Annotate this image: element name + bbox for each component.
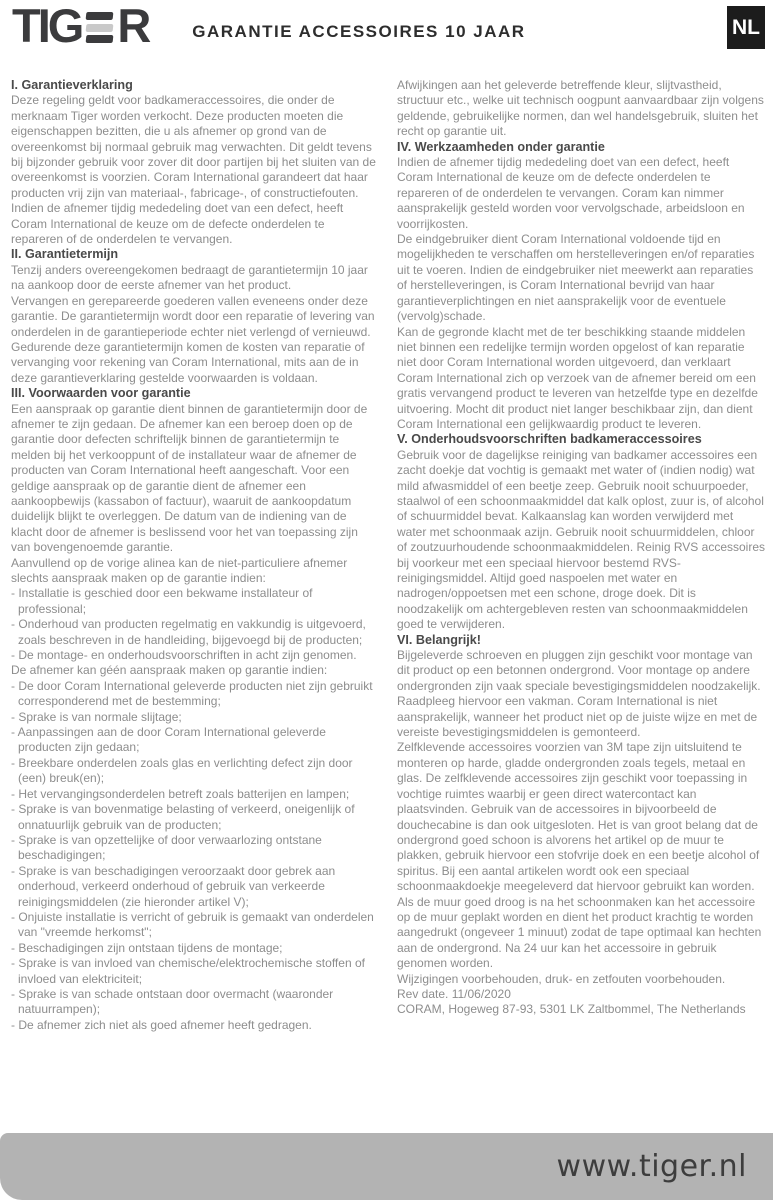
section-5-heading: V. Onderhoudsvoorschriften badkameraccessoires (397, 432, 702, 447)
tiger-logo-text-tig: TIG (12, 0, 82, 52)
section-3-paragraph-2: Aanvullend op de vorige alinea kan de niet-particuliere afnemer slechts aanspraak maken op de garantie indien: (11, 555, 348, 585)
section-3-paragraph-1: Een aanspraak op garantie dient binnen de garantietermijn door de afnemer te zijn gedaan. De afnemer kan een beroep doen op de garantie door defecten schriftelijk binnen de garantietermijn te melden bij het verkooppunt of de installateur waar de afnemer de producten van Coram International heeft aangeschaft. Voor een geldige aanspraak op de garantie dient de afnemer een aankoopbewijs (kassabon of factuur), waaruit de aankoopdatum duidelijk blijkt te overleggen. De datum van de indiening van de klacht door de afnemer is beslissend voor het van toepassing zijn van bovengenoemde garantie. (11, 401, 368, 555)
left-column (11, 78, 379, 1033)
section-4-paragraph-2: De eindgebruiker dient Coram International voldoende tijd en mogelijkheden te verschaffen om herstelleveringen en/of reparaties uit te voeren. Indien de eindgebruiker niet meewerkt aan reparaties of herstelleveringen, is Coram International bevrijd van haar garantieverplichtingen en niet aansprakelijk voor de eventuele (vervolg)schade. (397, 232, 755, 324)
section-3-paragraph-3: De afnemer kan géén aanspraak maken op garantie indien: (11, 663, 328, 678)
section-4-paragraph-3: Kan de gegronde klacht met de ter beschikking staande middelen niet binnen een redelijke termijn worden opgelost of kan reparatie niet door Coram International worden uitgevoerd, dan verklaart Coram International zich op verzoek van de afnemer bereid om een gratis vervangend product te leveren van hetzelfde type en dezelfde uitvoering. Mocht dit product niet langer beschikbaar zijn, dan dient Coram International een gelijkwaardig product te leveren. (397, 324, 758, 431)
section-6-paragraph-2: Zelfklevende accessoires voorzien van 3M tape zijn uitsluitend te monteren op harde, gladde ondergronden zoals tegels, metaal en glas. De zelfklevende accessoires zijn geschikt voor toepassing in vochtige ruimtes waarbij er geen direct watercontact kan plaatsvinden. Gebruik van de accessoires in bijvoorbeeld de douchecabine is dan ook uitgesloten. Het is van groot belang dat de ondergrond goed schoon is alvorens het artikel op de muur te plakken, gebruik hiervoor een stofvrije doek en een beetje alcohol of spiritus. Bij een aantal artikelen wordt ook een speciaal schoonmaakdoekje meegeleverd dat hiervoor gebruikt kan worden. Als de muur goed droog is na het schoonmaken kan het accessoire op de muur geplakt worden en dient het product krachtig te worden aangedrukt (ongeveer 1 minuut) zodat de tape optimaal kan hechten aan de ondergrond. Na 24 uur kan het accessoire in gebruik genomen worden. (397, 740, 762, 971)
section-3-heading: III. Voorwaarden voor garantie (11, 386, 191, 401)
bullet-item: - Onjuiste installatie is verricht of gebruik is gemaakt van onderdelen van "vreemde herkomst"; (11, 909, 374, 940)
section-2-paragraph-2: Vervangen en gerepareerde goederen vallen eveneens onder deze garantie. De garantietermijn wordt door een reparatie of levering van onderdelen in de garantieperiode echter niet verlengd of vernieuwd. (11, 293, 375, 339)
deviations-paragraph: Afwijkingen aan het geleverde betreffende kleur, slijtvastheid, structuur etc., welke uit technisch oogpunt aanvaardbaar zijn volgens geldende, gebruikelijke normen, dan wel handelsgebruik, sluiten het recht op garantie uit. (397, 78, 764, 139)
website-text: www.tiger.nl (556, 1149, 747, 1184)
section-2-heading: II. Garantietermijn (11, 247, 119, 262)
bullet-item: - Beschadigingen zijn ontstaan tijdens de montage; (11, 940, 283, 955)
bullet-item: - Installatie is geschied door een bekwame installateur of professional; (11, 586, 313, 616)
document-header (0, 0, 773, 70)
bullet-item: - Sprake is van schade ontstaan door overmacht (waaronder natuurrampen); (11, 986, 334, 1017)
section-5-paragraph: Gebruik voor de dagelijkse reiniging van badkamer accessoires een zacht doekje dat vochtig is gemaakt met water of (indien nodig) wat mild afwasmiddel of een beetje zeep. Gebruik nooit schuurpoeder, staalwol of een schoonmaakmiddel dat kalk oplost, zuur is, of alcohol of schuurmiddel bevat. Kalkaanslag kan worden verwijderd met water met schoonmaak azijn. Gebruik nooit schuurmiddelen, chloor of zoutzuurhoudende schoonmaakmiddelen. Reinig RVS accessoires bij voorkeur met een speciaal hiervoor bestemd RVS-reinigingsmiddel. Altijd goed naspoelen met water en nadrogen/oppoetsen met een schone, droge doek. Dit is noodzakelijk om achtergebleven resten van schoonmaakmiddelen goed te verwijderen. (397, 447, 765, 632)
section-4-paragraph-1: Indien de afnemer tijdig mededeling doet van een defect, heeft Coram International de keuze om de defecte onderdelen te repareren of de onderdelen te vervangen. Coram kan nimmer aansprakelijk gesteld worden voor vervolgschade, arbeidsloon en voorrijkosten. (397, 155, 745, 231)
bullet-item: - Sprake is van opzettelijke of door verwaarlozing ontstane beschadigingen; (11, 832, 322, 863)
bullet-item: - Het vervangingsonderdelen betreft zoals batterijen en lampen; (11, 786, 350, 801)
language-badge: NL (727, 6, 765, 49)
section-1-heading: I. Garantieverklaring (11, 78, 133, 92)
page-title: GARANTIE ACCESSOIRES 10 JAAR (192, 22, 526, 41)
section-6-heading: VI. Belangrijk! (397, 632, 481, 647)
inclusion-bullet-list (11, 586, 379, 663)
right-column (397, 78, 765, 1033)
section-4-heading: IV. Werkzaamheden onder garantie (397, 139, 605, 154)
tiger-logo-e-bars-icon (86, 12, 113, 43)
exclusion-bullet-list (11, 679, 379, 1033)
bullet-item: - Breekbare onderdelen zoals glas en verlichting defect zijn door (een) breuk(en); (11, 755, 353, 786)
section-6-paragraph-1: Bijgeleverde schroeven en pluggen zijn geschikt voor montage van dit product op een betonnen ondergrond. Voor montage op andere ondergronden zijn vaak speciale bevestigingsmiddelen noodzakelijk. Raadpleeg hiervoor een vakman. Coram International is niet aansprakelijk, wanneer het product niet op de juiste wijze en met de vereiste bevestigingsmiddelen is gemonteerd. (397, 648, 761, 740)
company-address: CORAM, Hogeweg 87-93, 5301 LK Zaltbommel, The Netherlands (397, 1002, 746, 1017)
bullet-item: - Sprake is van bovenmatige belasting of verkeerd, oneigenlijk of onnatuurlijk gebruik van de producten; (11, 802, 355, 832)
bullet-item: - De montage- en onderhoudsvoorschriften in acht zijn genomen. (11, 648, 357, 663)
section-2-paragraph-1: Tenzij anders overeengekomen bedraagt de garantietermijn 10 jaar na aankoop door de eerste afnemer van het product. (11, 262, 368, 293)
tiger-logo-text-r: R (117, 0, 149, 52)
tiger-logo (12, 0, 149, 52)
bullet-item: - Aanpassingen aan de door Coram International geleverde producten zijn gedaan; (11, 725, 326, 755)
document-body (0, 70, 773, 1033)
section-1-paragraph: Deze regeling geldt voor badkameraccessoires, die onder de merknaam Tiger worden verkocht. Deze producten moeten die eigenschappen bezitten, die u als afnemer op grond van de overeenkomst bij normaal gebruik mag verwachten. Dit geldt tevens bij bijzonder gebruik voor zover dit door partijen bij het sluiten van de overeenkomst is voorzien. Coram International garandeert dat haar producten vrij zijn van materiaal-, fabricage-, of constructiefouten. Indien de afnemer tijdig mededeling doet van een defect, heeft Coram International de keuze om de defecte onderdelen te repareren of de onderdelen te vervangen. (11, 93, 376, 247)
section-2-paragraph-3: Gedurende deze garantietermijn komen de kosten van reparatie of vervanging voor rekening van Coram International, mits aan de in deze garantieverklaring gestelde voorwaarden is voldaan. (11, 339, 365, 385)
footer-bar (0, 1133, 773, 1200)
bullet-item: - Sprake is van normale slijtage; (11, 709, 182, 724)
bullet-item: - De afnemer zich niet als goed afnemer heeft gedragen. (11, 1017, 312, 1032)
bullet-item: - Sprake is van invloed van chemische/elektrochemische stoffen of invloed van elektriciteit; (11, 956, 365, 986)
disclaimer-note: Wijzigingen voorbehouden, druk- en zetfouten voorbehouden. (397, 971, 726, 986)
bullet-item: - Sprake is van beschadigingen veroorzaakt door gebrek aan onderhoud, verkeerd onderhoud of gebruik van verkeerde reinigingsmiddelen (zie hieronder artikel V); (11, 863, 336, 909)
bullet-item: - Onderhoud van producten regelmatig en vakkundig is uitgevoerd, zoals beschreven in de handleiding, bijgevoegd bij de producten; (11, 617, 366, 647)
bullet-item: - De door Coram International geleverde producten niet zijn gebruikt corresponderend met de bestemming; (11, 678, 373, 709)
revision-date: Rev date. 11/06/2020 (397, 986, 511, 1001)
